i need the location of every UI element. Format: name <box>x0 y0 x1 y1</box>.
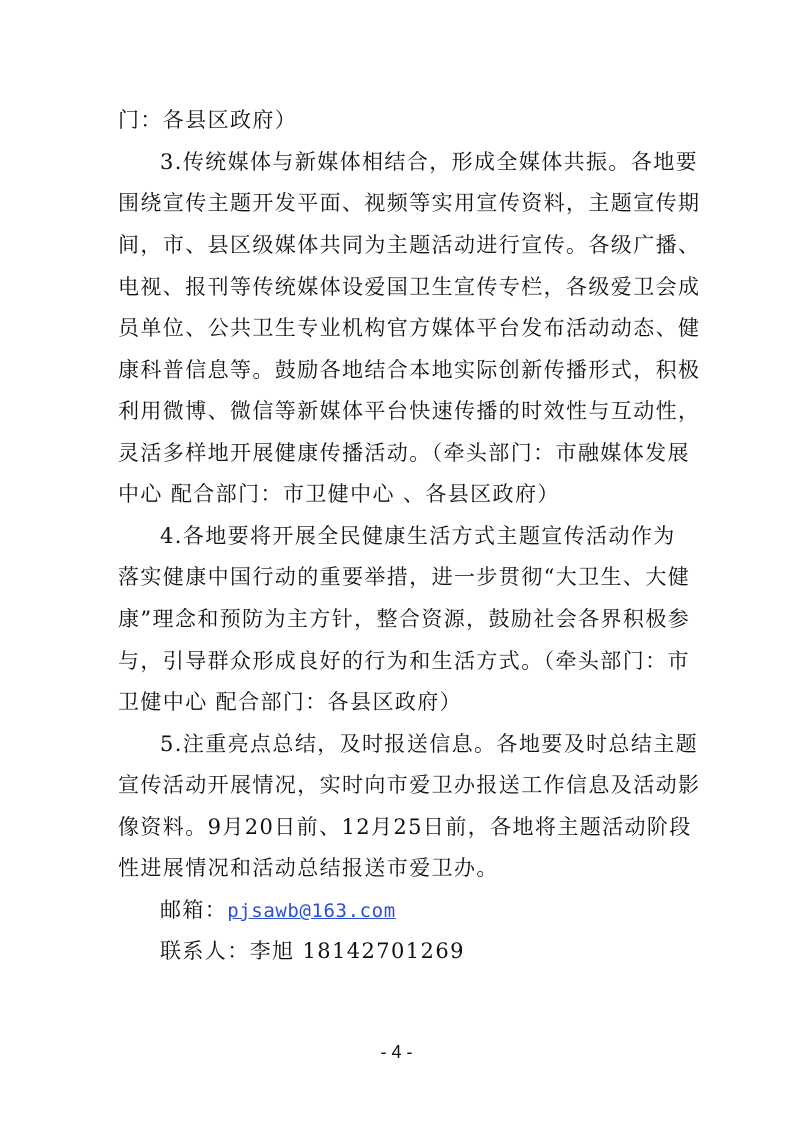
paragraph-line: 中心 配合部门：市卫健中心 、各县区政府） <box>118 482 560 506</box>
email-label: 邮箱： <box>160 898 228 922</box>
paragraph-line: 落实健康中国行动的重要举措，进一步贯彻“大卫生、大健 <box>118 565 691 589</box>
paragraph-3-heading-line: 3.传统媒体与新媒体相结合，形成全媒体共振。各地要 <box>160 150 699 174</box>
paragraph-line: 与，引导群众形成良好的行为和生活方式。（牵头部门：市 <box>118 649 690 673</box>
contact-person-line: 联系人：李旭 18142701269 <box>160 939 465 963</box>
paragraph-line: 卫健中心 配合部门：各县区政府） <box>118 690 463 714</box>
paragraph-line: 电视、报刊等传统媒体设爱国卫生宣传专栏，各级爱卫会成 <box>118 275 701 299</box>
page-number: - 4 - <box>380 1042 413 1062</box>
paragraph-5-heading-line: 5.注重亮点总结，及时报送信息。各地要及时总结主题 <box>160 732 699 756</box>
paragraph-line: 康科普信息等。鼓励各地结合本地实际创新传播形式，积极 <box>118 358 701 382</box>
email-link[interactable]: pjsawb@163.com <box>227 900 396 922</box>
paragraph-line: 员单位、公共卫生专业机构官方媒体平台发布活动动态、健 <box>118 316 701 340</box>
email-line <box>160 895 678 925</box>
paragraph-line: 性进展情况和活动总结报送市爱卫办。 <box>118 856 499 880</box>
paragraph-line: 围绕宣传主题开发平面、视频等实用宣传资料，主题宣传期 <box>118 191 701 215</box>
paragraph-line: 间，市、县区级媒体共同为主题活动进行宣传。各级广播、 <box>118 233 701 257</box>
paragraph-line: 宣传活动开展情况，实时向市爱卫办报送工作信息及活动影 <box>118 773 701 797</box>
paragraph-line: 康”理念和预防为主方针，整合资源，鼓励社会各界积极参 <box>118 607 691 631</box>
paragraph-4-heading-line: 4.各地要将开展全民健康生活方式主题宣传活动作为 <box>160 524 676 548</box>
paragraph-line: 门：各县区政府） <box>118 108 298 132</box>
paragraph-line: 利用微博、微信等新媒体平台快速传播的时效性与互动性， <box>118 399 701 423</box>
paragraph-line: 灵活多样地开展健康传播活动。（牵头部门：市融媒体发展 <box>118 441 690 465</box>
paragraph-line: 像资料。9月20日前、12月25日前，各地将主题活动阶段 <box>118 815 692 839</box>
